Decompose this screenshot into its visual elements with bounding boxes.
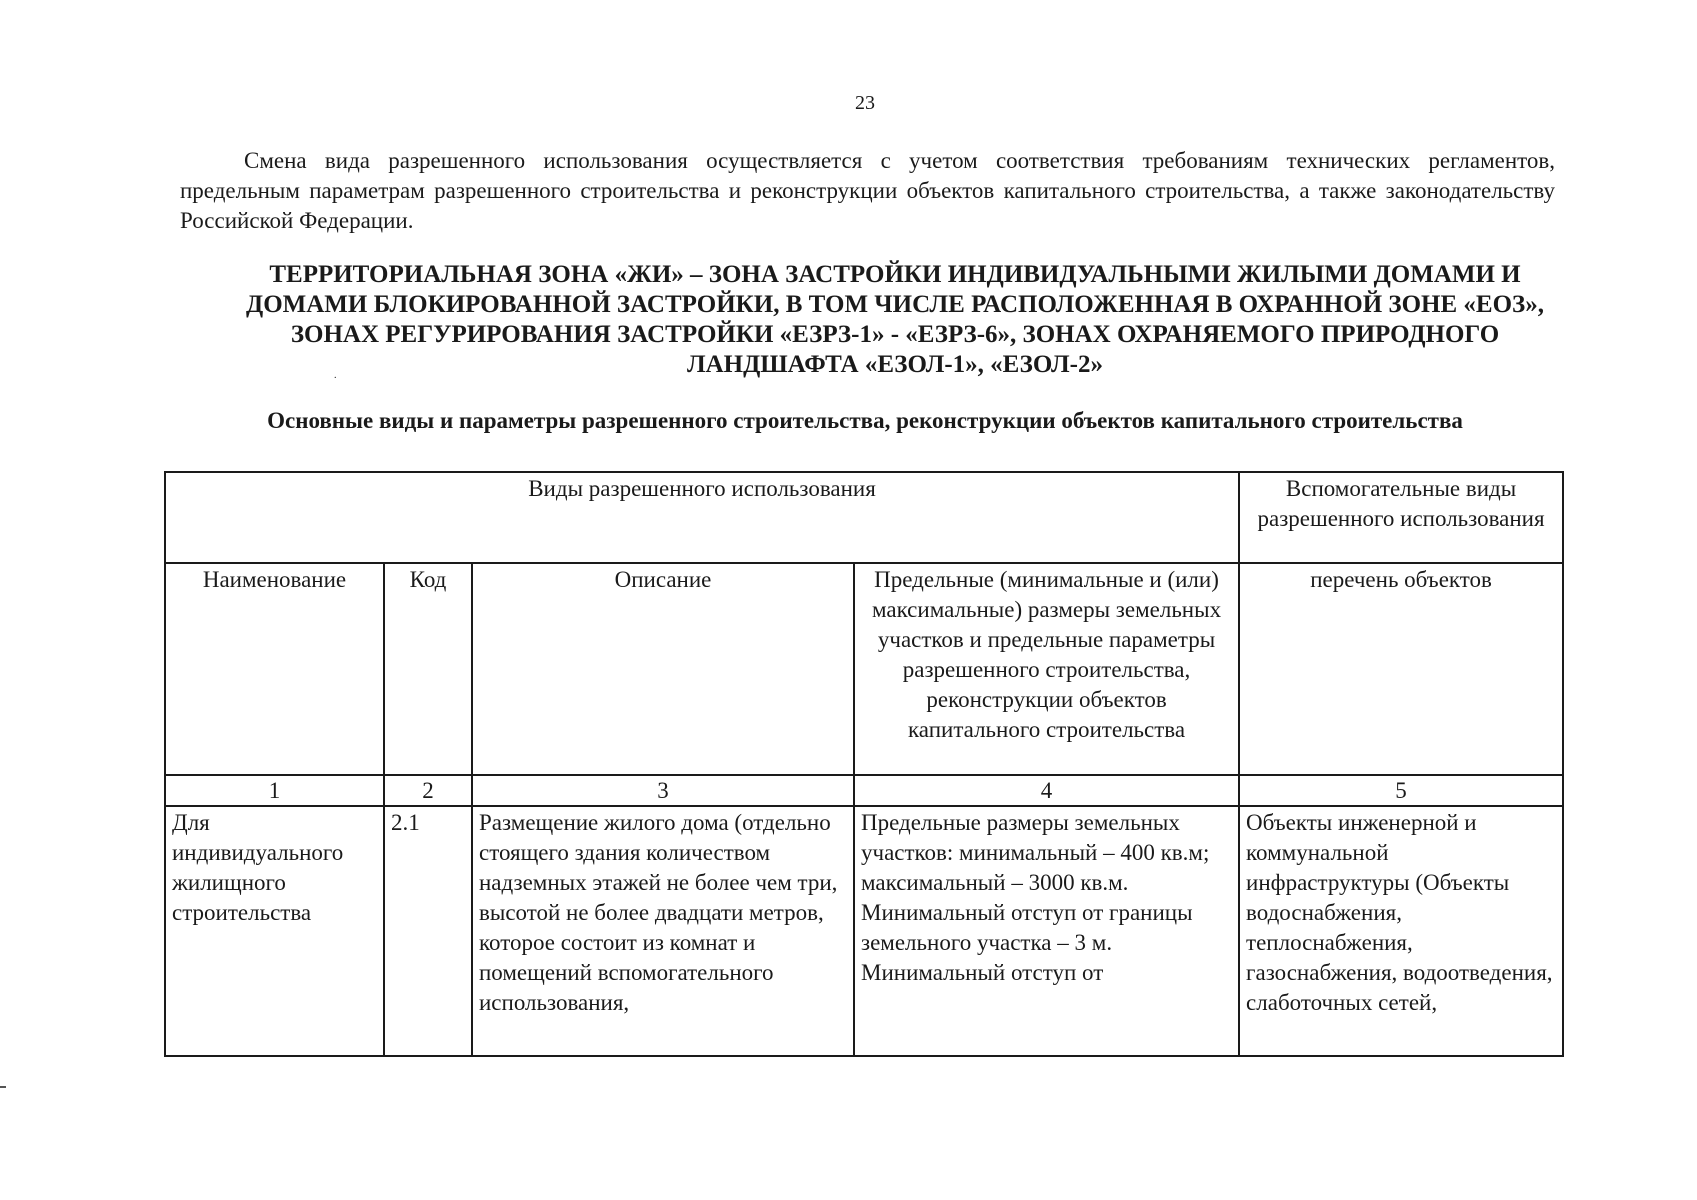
cell-use-limits: Предельные размеры земельных участков: минимальный – 400 кв.м; максимальный – 3000 кв.м. Минимальный отступ от границы земельного участка – 3 м. Минимальный отступ от — [854, 806, 1239, 1056]
group-header-main: Виды разрешенного использования — [165, 472, 1239, 563]
page-number: 23 — [855, 92, 875, 114]
column-header-code: Код — [384, 563, 472, 775]
table-row — [165, 806, 1563, 1056]
column-number: 3 — [472, 775, 854, 806]
column-number: 1 — [165, 775, 384, 806]
cell-use-code: 2.1 — [384, 806, 472, 1056]
intro-paragraph: Смена вида разрешенного использования осуществляется с учетом соответствия требованиям технических регламентов, предельным параметрам разрешенного строительства и реконструкции объектов капитального строительства, а также законодательству Российской Федерации. — [180, 148, 1555, 233]
zone-title: ТЕРРИТОРИАЛЬНАЯ ЗОНА «ЖИ» – ЗОНА ЗАСТРОЙКИ ИНДИВИДУАЛЬНЫМИ ЖИЛЫМИ ДОМАМИ И ДОМАМИ БЛОКИРОВАННОЙ ЗАСТРОЙКИ, В ТОМ ЧИСЛЕ РАСПОЛОЖЕННАЯ В ОХРАННОЙ ЗОНЕ «ЕОЗ», ЗОНАХ РЕГУРИРОВАНИЯ ЗАСТРОЙКИ «ЕЗРЗ-1» - «ЕЗРЗ-6», ЗОНАХ ОХРАНЯЕМОГО ПРИРОДНОГО ЛАНДШАФТА «ЕЗОЛ-1», «ЕЗОЛ-2» — [246, 261, 1544, 378]
group-header-auxiliary: Вспомогательные виды разрешенного использования — [1239, 472, 1563, 563]
column-header-limits: Предельные (минимальные и (или) максимальные) размеры земельных участков и предельные параметры разрешенного строительства, реконструкции объектов капитального строительства — [854, 563, 1239, 775]
column-header-objects: перечень объектов — [1239, 563, 1563, 775]
table-column-header-row — [165, 563, 1563, 775]
table-caption: Основные виды и параметры разрешенного строительства, реконструкции объектов капитального строительства — [267, 408, 1463, 433]
column-header-description: Описание — [472, 563, 854, 775]
table-group-header-row — [165, 472, 1563, 563]
table-column-number-row — [165, 775, 1563, 806]
stray-dot-mark: . — [334, 370, 337, 381]
margin-dash-mark — [0, 1086, 6, 1088]
permitted-uses-table — [164, 471, 1564, 1057]
column-number: 2 — [384, 775, 472, 806]
cell-use-description: Размещение жилого дома (отдельно стоящего здания количеством надземных этажей не более чем три, высотой не более двадцати метров, которое состоит из комнат и помещений вспомогательного использования, — [472, 806, 854, 1056]
cell-auxiliary-objects: Объекты инженерной и коммунальной инфраструктуры (Объекты водоснабжения, теплоснабжения, газоснабжения, водоотведения, слаботочных сетей, — [1239, 806, 1563, 1056]
column-header-name: Наименование — [165, 563, 384, 775]
column-number: 5 — [1239, 775, 1563, 806]
column-number: 4 — [854, 775, 1239, 806]
cell-use-name: Для индивидуального жилищного строительства — [165, 806, 384, 1056]
